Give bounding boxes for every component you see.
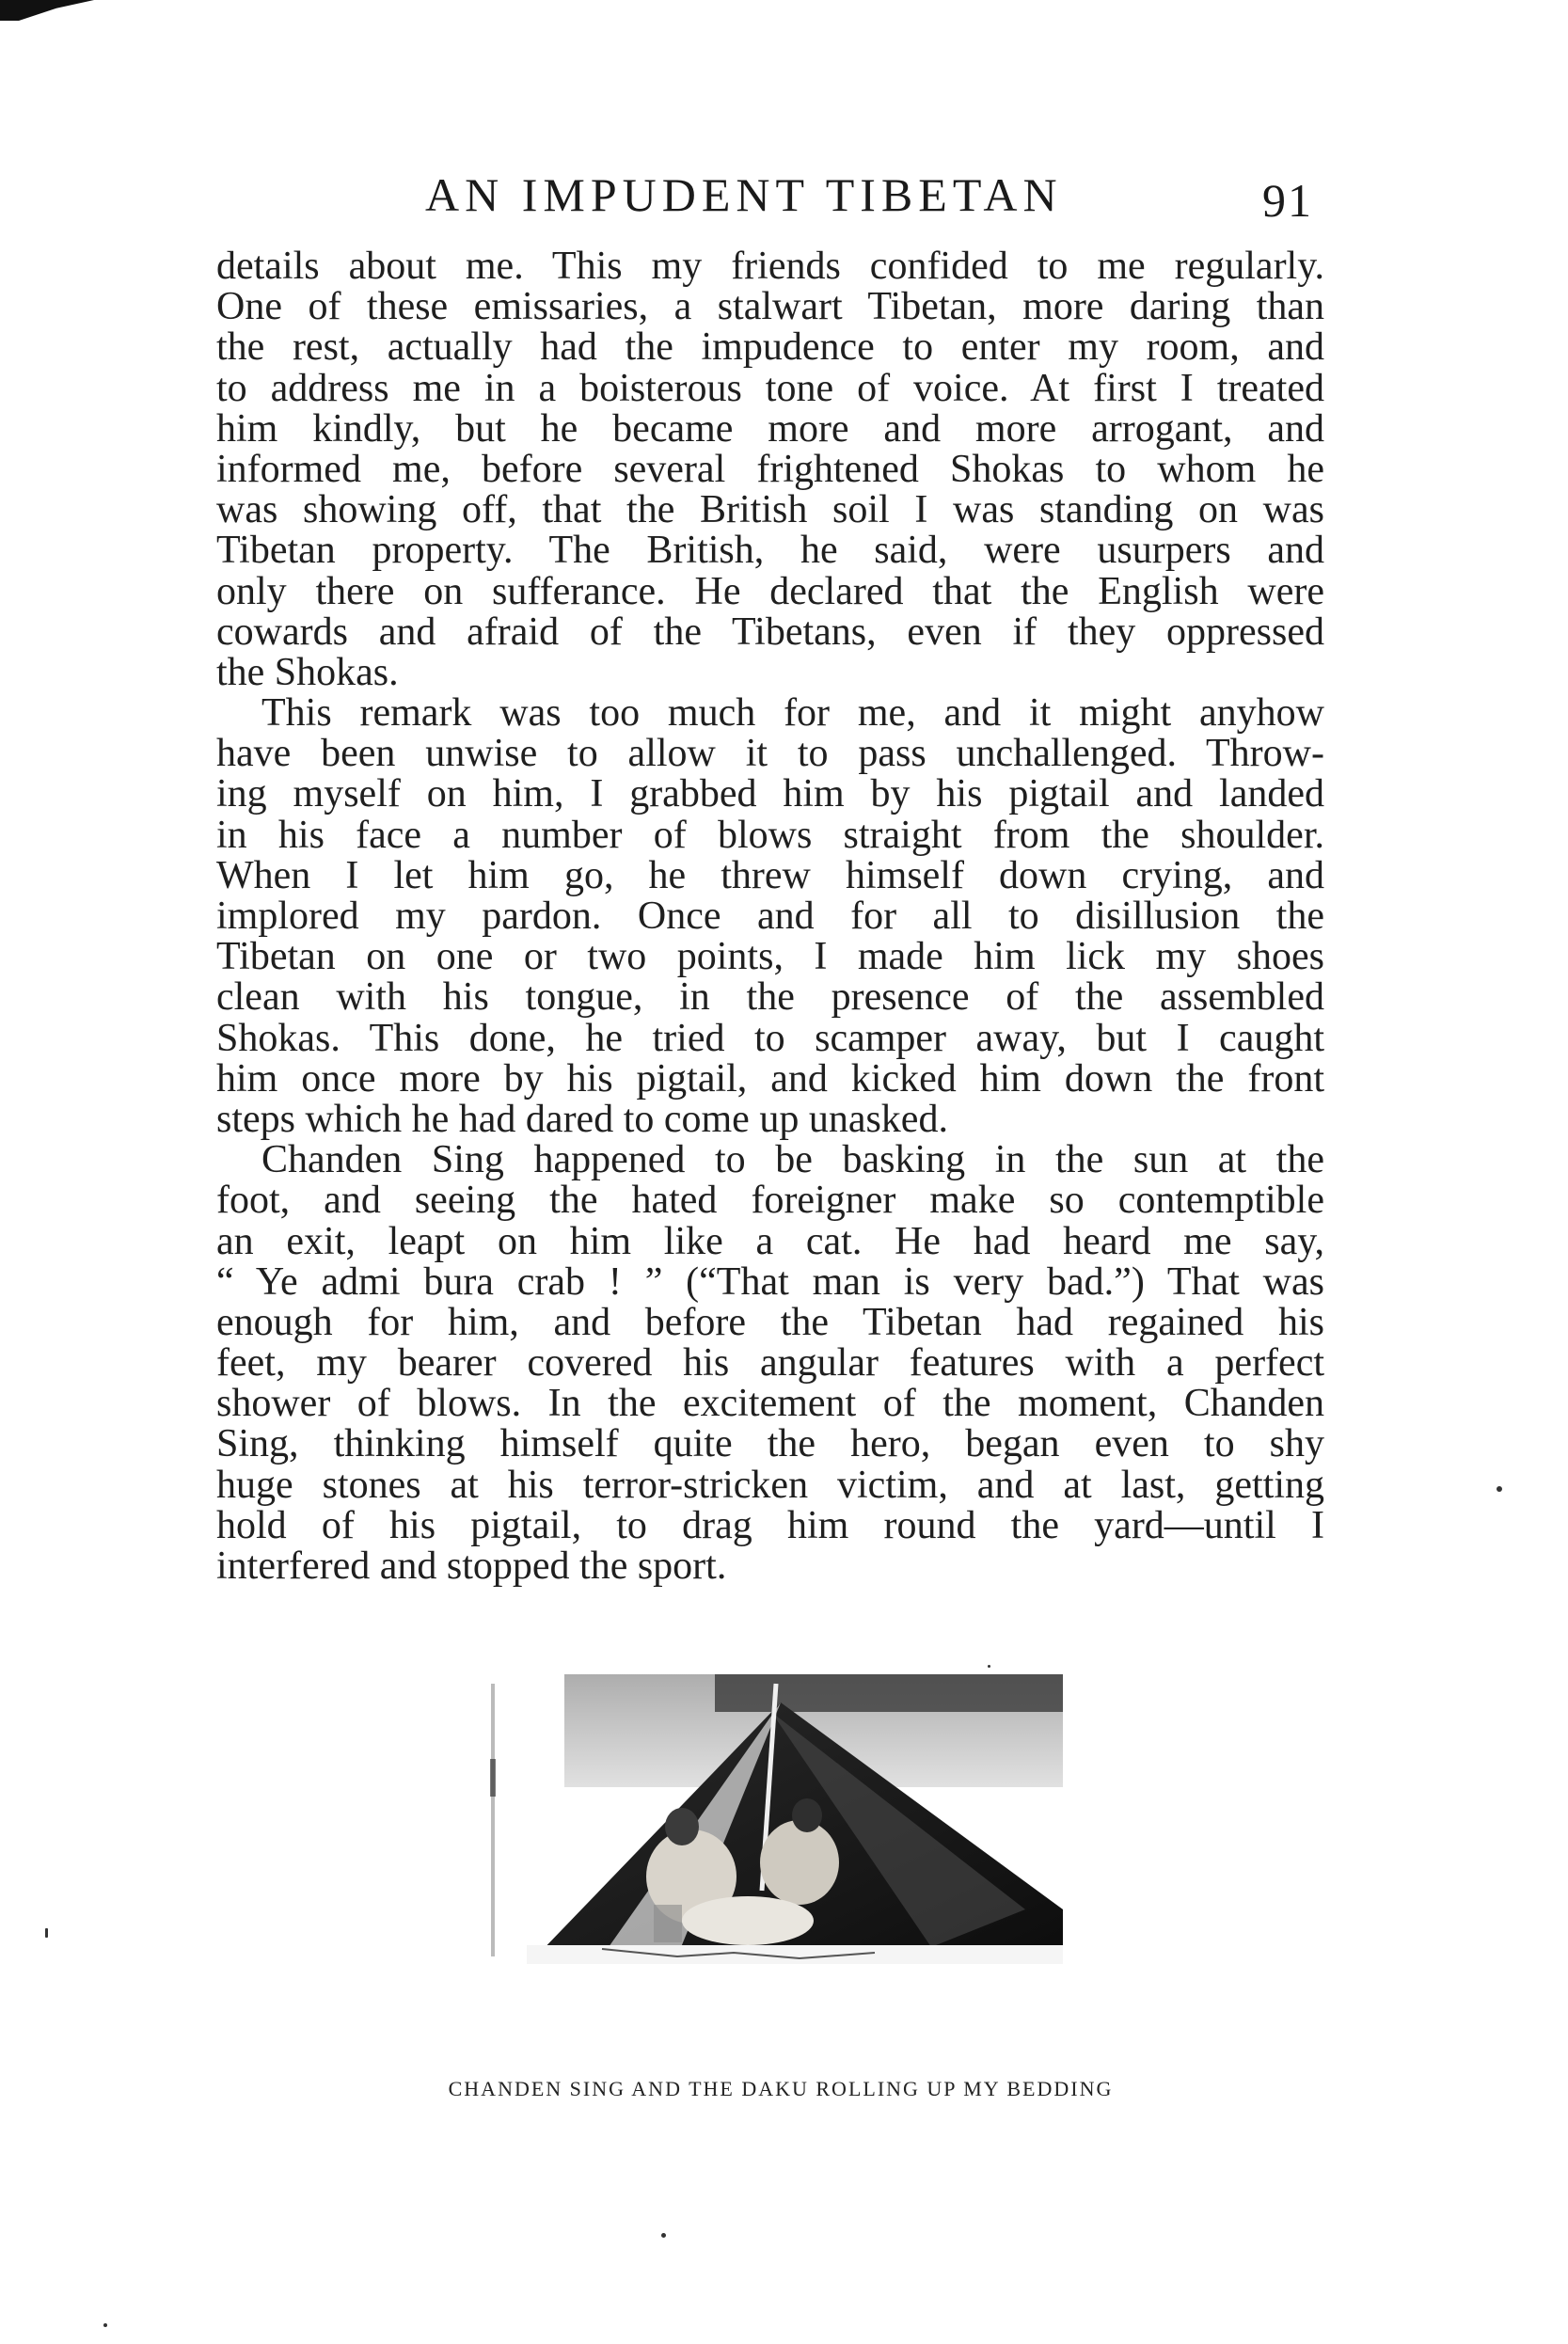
text-line: foot, and seeing the hated foreigner make so contemptible: [216, 1179, 1324, 1223]
page-number: 91: [1262, 174, 1313, 227]
ground: [527, 1945, 1063, 1964]
text-line: to address me in a boisterous tone of voice. At first I treated: [216, 366, 1324, 410]
text-line: details about me. This my friends confided to me regularly.: [216, 245, 1324, 288]
text-line: ing myself on him, I grabbed him by his pigtail and landed: [216, 772, 1324, 816]
text-line: informed me, before several frightened Shokas to whom he: [216, 447, 1324, 491]
scan-speck: [661, 2233, 666, 2238]
text-line: have been unwise to allow it to pass unchallenged. Throw-: [216, 732, 1324, 776]
figure-caption: CHANDEN SING AND THE DAKU ROLLING UP MY BEDDING: [448, 2077, 1114, 2100]
text-line: in his face a number of blows straight from the shoulder.: [216, 813, 1324, 857]
body-text: [216, 246, 1324, 1587]
text-line: This remark was too much for me, and it might anyhow: [261, 691, 1324, 736]
scan-speck: [103, 2323, 107, 2327]
text-line: Tibetan property. The British, he said, were usurpers and: [216, 529, 1324, 573]
text-line: cowards and afraid of the Tibetans, even if they oppressed: [216, 610, 1324, 654]
text-line: the rest, actually had the impudence to enter my room, and: [216, 325, 1324, 370]
text-line: interfered and stopped the sport.: [216, 1544, 727, 1588]
text-line: “ Ye admi bura crab ! ” (“That man is very bad.”) That was: [216, 1259, 1324, 1304]
text-line: the Shokas.: [216, 650, 399, 694]
text-line: Shokas. This done, he tried to scamper away, but I caught: [216, 1016, 1324, 1060]
text-line: One of these emissaries, a stalwart Tibetan, more daring than: [216, 285, 1324, 329]
text-line: hold of his pigtail, to drag him round the yard—until I: [216, 1503, 1324, 1547]
text-line: enough for him, and before the Tibetan had regained his: [216, 1300, 1324, 1344]
text-line: an exit, leapt on him like a cat. He had heard me say,: [216, 1219, 1324, 1263]
scan-speck: [45, 1928, 48, 1938]
running-title: AN IMPUDENT TIBETAN: [425, 168, 1063, 221]
scan-speck: [1497, 1486, 1502, 1492]
text-line: huge stones at his terror-stricken victim, and at last, getting: [216, 1463, 1324, 1507]
photo-illustration: [489, 1674, 1063, 1985]
text-line: was showing off, that the British soil I was standing on was: [216, 488, 1324, 532]
text-line: When I let him go, he threw himself down crying, and: [216, 853, 1324, 897]
text-line: clean with his tongue, in the presence of the assembled: [216, 975, 1324, 1020]
text-line: Tibetan on one or two points, I made him lick my shoes: [216, 935, 1324, 979]
text-line: only there on sufferance. He declared that the English were: [216, 569, 1324, 613]
scan-corner-mark: [0, 0, 94, 21]
photo-edge-left: [490, 1684, 496, 1956]
running-head: [216, 162, 1326, 228]
scan-speck: [988, 1665, 990, 1668]
text-line: him kindly, but he became more and more arrogant, and: [216, 406, 1324, 451]
text-line: shower of blows. In the excitement of the moment, Chanden: [216, 1382, 1324, 1426]
text-line: implored my pardon. Once and for all to disillusion the: [216, 895, 1324, 938]
text-line: feet, my bearer covered his angular features with a perfect: [216, 1341, 1324, 1386]
text-line: him once more by his pigtail, and kicked him down the front: [216, 1056, 1324, 1101]
text-line: Chanden Sing happened to be basking in the sun at the: [261, 1138, 1324, 1182]
text-line: steps which he had dared to come up unasked.: [216, 1097, 948, 1141]
text-line: Sing, thinking himself quite the hero, began even to shy: [216, 1422, 1324, 1466]
